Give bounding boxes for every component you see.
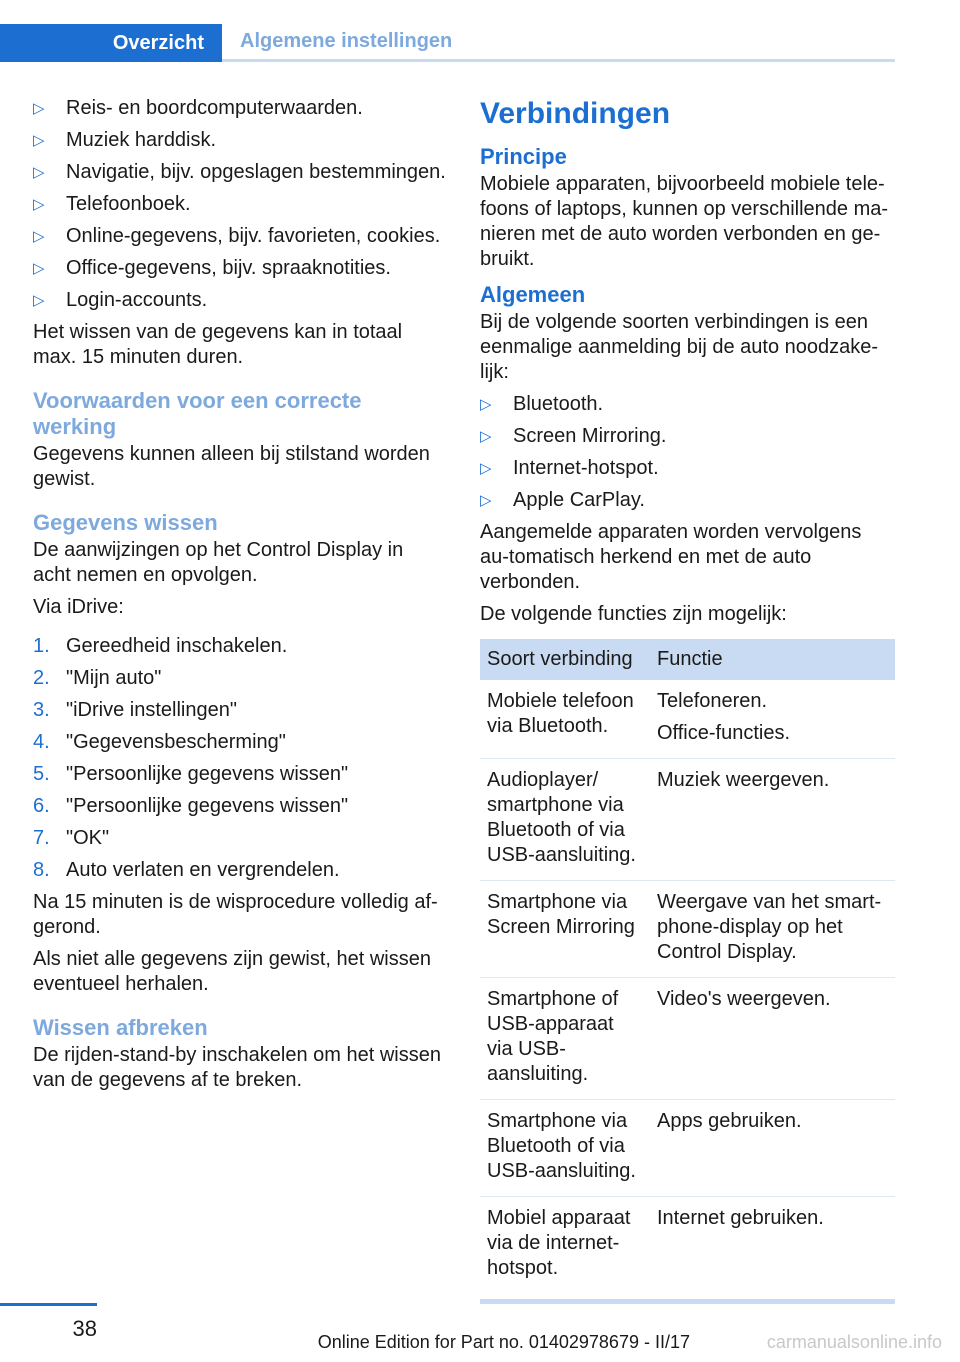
left-column — [33, 96, 446, 1100]
cell-function: Muziek weergeven. — [650, 759, 895, 881]
list-item: ▷ Bluetooth. — [480, 393, 604, 415]
list-item: ▷ Office-gegevens, bijv. spraaknotities. — [33, 257, 391, 279]
triangle-bullet-icon: ▷ — [480, 460, 492, 477]
triangle-bullet-icon: ▷ — [33, 100, 45, 117]
connections-table — [480, 639, 895, 1293]
right-column — [480, 96, 895, 1304]
triangle-bullet-icon: ▷ — [480, 428, 492, 445]
list-item: ▷ Internet-hotspot. — [480, 457, 659, 479]
step-item: 3. "iDrive instellingen" — [33, 699, 237, 721]
table-row — [480, 759, 895, 881]
table-header-row — [480, 639, 895, 680]
table-row — [480, 1100, 895, 1197]
paragraph-control-display: De aanwijzingen op het Control Display in acht nemen en opvolgen. — [33, 539, 404, 586]
cell-type: Mobiele telefoon via Bluetooth. — [480, 680, 650, 759]
cell-type: Smartphone via Bluetooth of via USB-aansluiting. — [480, 1100, 650, 1197]
paragraph-algemeen: Bij de volgende soorten verbindingen is een eenmalige aanmelding bij de auto noodzake-lijk: — [480, 311, 879, 383]
table-row — [480, 680, 895, 759]
step-item: 4. "Gegevensbescherming" — [33, 731, 286, 753]
list-item: ▷ Telefoonboek. — [33, 193, 191, 215]
table-row — [480, 1197, 895, 1294]
right-bullet-list — [480, 392, 895, 513]
watermark: carmanualsonline.info — [766, 1332, 942, 1352]
cell-function: Weergave van het smart-phone-display op het Control Display. — [650, 881, 895, 978]
list-item: ▷ Apple CarPlay. — [480, 489, 645, 511]
list-item: ▷ Navigatie, bijv. opgeslagen bestemmingen. — [33, 161, 446, 183]
paragraph-voorwaarden: Gegevens kunnen alleen bij stilstand worden gewist. — [33, 443, 430, 490]
paragraph-principe: Mobiele apparaten, bijvoorbeeld mobiele tele-foons of laptops, kunnen op verschillende ma-nieren met de auto worden verbonden en ge-bruikt. — [480, 173, 889, 270]
column-header-soort: Soort verbinding — [480, 639, 650, 680]
cell-function: Internet gebruiken. — [657, 1207, 824, 1229]
cell-type: Smartphone of USB-apparaat via USB-aansluiting. — [480, 978, 650, 1100]
list-item: ▷ Login-accounts. — [33, 289, 208, 311]
triangle-bullet-icon: ▷ — [480, 396, 492, 413]
heading-wissen-afbreken: Wissen afbreken — [33, 1015, 208, 1040]
page-number: 38 — [72, 1316, 97, 1341]
cell-type: Mobiel apparaat via de internet-hotspot. — [487, 1207, 631, 1279]
steps-list — [33, 634, 446, 883]
cell-function: Apps gebruiken. — [650, 1100, 895, 1197]
edition-footer: Online Edition for Part no. 01402978679 - II/17 — [317, 1332, 690, 1352]
page-number-rule — [0, 1303, 97, 1306]
heading-principe: Principe — [480, 144, 567, 169]
triangle-bullet-icon: ▷ — [33, 292, 45, 309]
heading-gegevens-wissen: Gegevens wissen — [33, 510, 218, 535]
heading-verbindingen: Verbindingen — [480, 97, 671, 130]
paragraph-duration: Het wissen van de gegevens kan in totaal max. 15 minuten duren. — [33, 321, 403, 368]
triangle-bullet-icon: ▷ — [33, 260, 45, 277]
cell-type: Smartphone via Screen Mirroring — [480, 881, 650, 978]
tab-overzicht[interactable]: Overzicht — [0, 24, 222, 62]
table-row — [480, 978, 895, 1100]
paragraph-wisprocedure: Na 15 minuten is de wisprocedure volledig af-gerond. — [33, 891, 438, 938]
step-item: 6. "Persoonlijke gegevens wissen" — [33, 795, 349, 817]
step-item: 1. Gereedheid inschakelen. — [33, 635, 288, 657]
header-tabs — [0, 24, 960, 62]
list-item: ▷ Screen Mirroring. — [480, 425, 667, 447]
heading-algemeen: Algemeen — [480, 282, 586, 307]
table-row — [480, 881, 895, 978]
cell-type: Audioplayer/ smartphone via Bluetooth of via USB-aansluiting. — [480, 759, 650, 881]
triangle-bullet-icon: ▷ — [480, 492, 492, 509]
heading-voorwaarden: Voorwaarden voor een correcte werking — [33, 388, 362, 439]
triangle-bullet-icon: ▷ — [33, 228, 45, 245]
paragraph-via-idrive: Via iDrive: — [33, 596, 124, 618]
paragraph-aangemeld: Aangemelde apparaten worden vervolgens au-tomatisch herkend en met de auto verbonden. — [480, 521, 862, 593]
list-item: ▷ Muziek harddisk. — [33, 129, 217, 151]
paragraph-herhalen: Als niet alle gegevens zijn gewist, het wissen eventueel herhalen. — [33, 948, 431, 995]
list-item: ▷ Reis- en boordcomputerwaarden. — [33, 97, 363, 119]
cell-function: Telefoneren. Office-functies. — [650, 680, 895, 759]
step-item: 2. "Mijn auto" — [33, 667, 162, 689]
list-item: ▷ Online-gegevens, bijv. favorieten, cookies. — [33, 225, 441, 247]
left-bullet-list — [33, 96, 446, 313]
step-item: 5. "Persoonlijke gegevens wissen" — [33, 763, 349, 785]
tab-algemene-instellingen[interactable]: Algemene instellingen — [222, 24, 895, 62]
step-item: 8. Auto verlaten en vergrendelen. — [33, 859, 340, 881]
paragraph-afbreken: De rijden-stand-by inschakelen om het wissen van de gegevens af te breken. — [33, 1044, 441, 1091]
paragraph-functies: De volgende functies zijn mogelijk: — [480, 603, 787, 625]
column-header-functie: Functie — [650, 639, 895, 680]
table-bottom-rule — [480, 1299, 895, 1304]
triangle-bullet-icon: ▷ — [33, 132, 45, 149]
step-item: 7. "OK" — [33, 827, 110, 849]
triangle-bullet-icon: ▷ — [33, 164, 45, 181]
cell-function: Video's weergeven. — [650, 978, 895, 1100]
triangle-bullet-icon: ▷ — [33, 196, 45, 213]
